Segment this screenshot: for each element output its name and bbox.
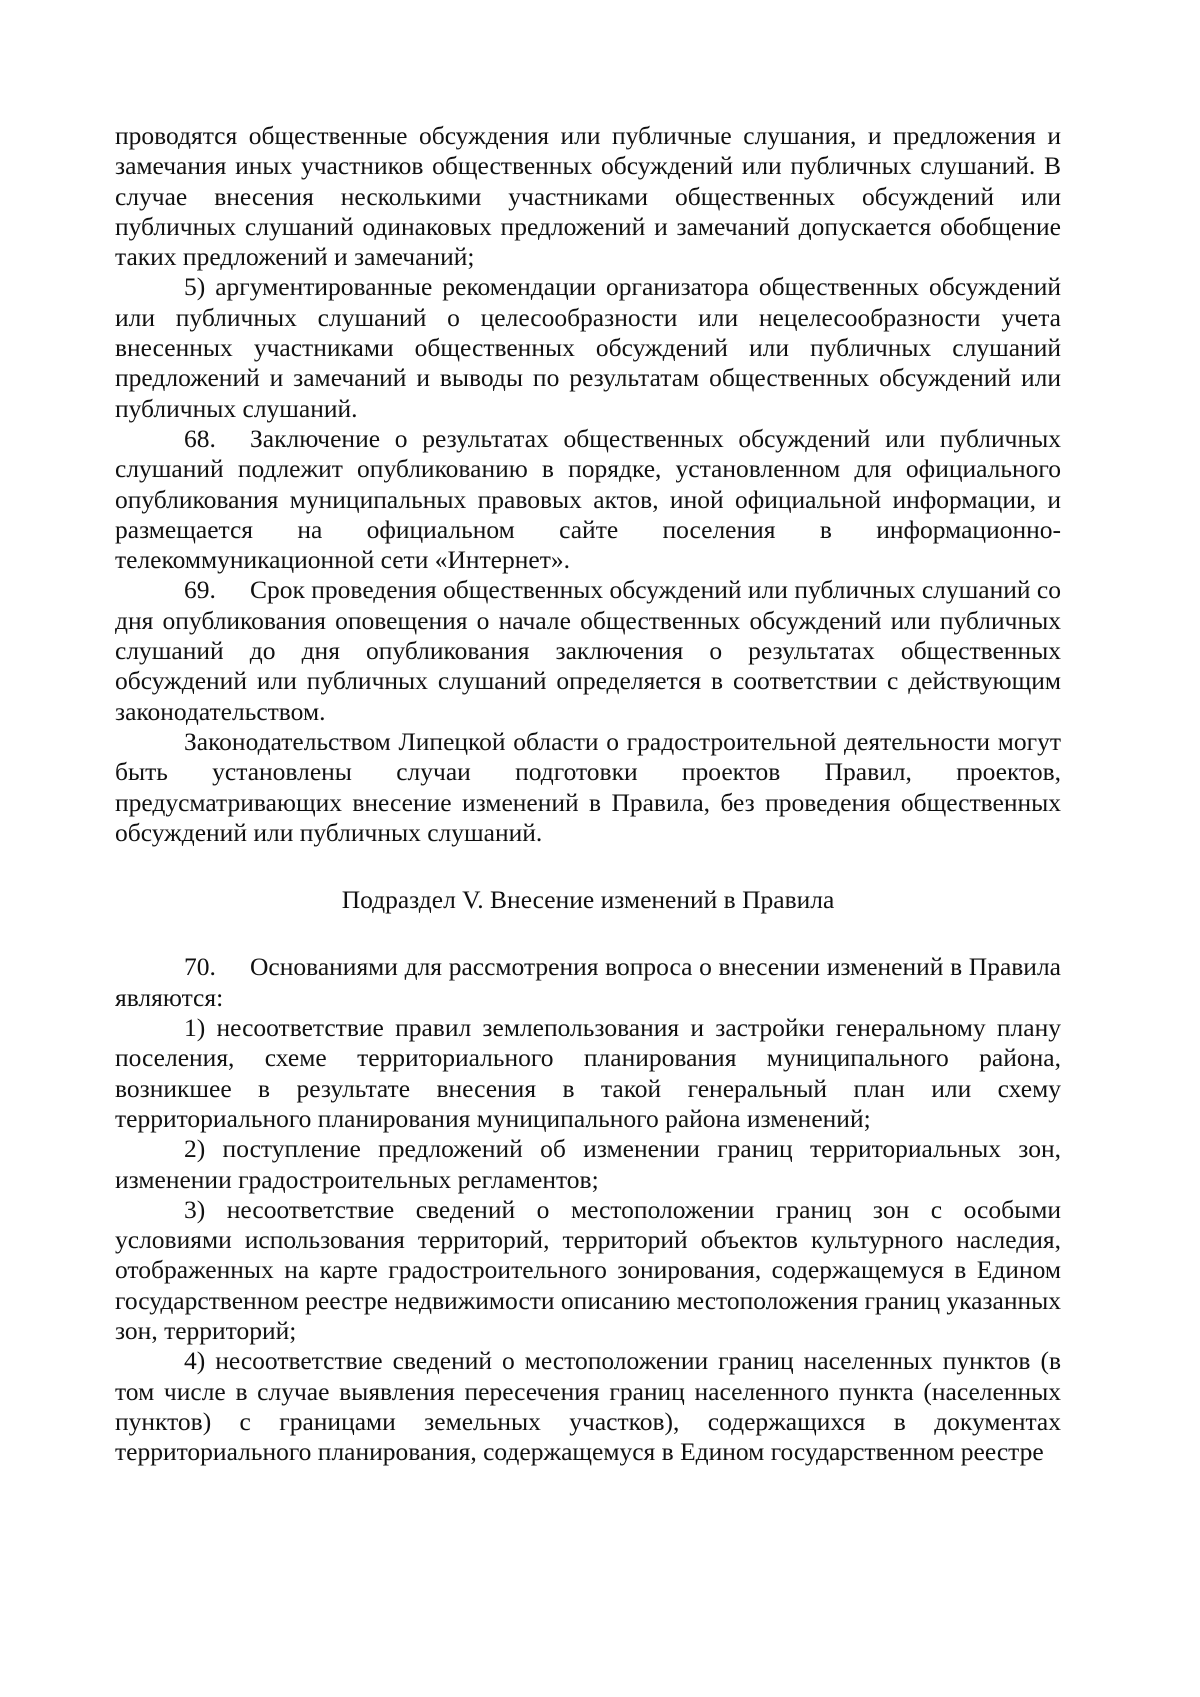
paragraph-68: [115, 424, 1061, 575]
list-item-70-3: 3) несоответствие сведений о местоположении границ зон с особыми условиями использования территорий, территорий объектов культурного наследия, отображенных на карте градостроительного зонирования, содержащемуся в Едином государственном реестре недвижимости описанию местоположения границ указанных зон, территорий;: [115, 1194, 1061, 1345]
list-item-70-4: 4) несоответствие сведений о местоположении границ населенных пунктов (в том числе в случае выявления пересечения границ населенного пункта (населенных пунктов) с границами земельных участков), содержащихся в документах территориального планирования, содержащемуся в Едином государственном реестре: [115, 1346, 1061, 1467]
paragraph-number: 68.: [184, 423, 216, 453]
section-heading: Подраздел V. Внесение изменений в Правила: [341, 885, 835, 915]
list-item-5: 5) аргументированные рекомендации организатора общественных обсуждений или публичных слушаний о целесообразности или нецелесообразности учета внесенных участниками общественных обсуждений или публичных слушаний предложений и замечаний и выводы по результатам общественных обсуждений или публичных слушаний.: [115, 272, 1061, 423]
paragraph-text: Заключение о результатах общественных обсуждений или публичных слушаний подлежит опубликованию в порядке, установленном для официального опубликования муниципальных правовых актов, иной официальной информации, и размещается на официальном сайте поселения в информационно-телекоммуникационной сети «Интернет».: [115, 423, 1061, 575]
paragraph-text: Срок проведения общественных обсуждений или публичных слушаний со дня опубликования оповещения о начале общественных обсуждений или публичных слушаний до дня опубликования заключения о результатах общественных обсуждений или публичных слушаний определяется в соответствии с действующим законодательством.: [115, 575, 1061, 726]
paragraph-continuation: проводятся общественные обсуждения или публичные слушания, и предложения и замечания иных участников общественных обсуждений или публичных слушаний. В случае внесения несколькими участниками общественных обсуждений или публичных слушаний одинаковых предложений и замечаний допускается обобщение таких предложений и замечаний;: [115, 121, 1061, 272]
paragraph-70: [115, 952, 1061, 1013]
list-item-70-2: 2) поступление предложений об изменении границ территориальных зон, изменении градостроительных регламентов;: [115, 1134, 1061, 1194]
paragraph-lipetsk-law: Законодательством Липецкой области о градостроительной деятельности могут быть установлены случаи подготовки проектов Правил, проектов, предусматривающих внесение изменений в Правила, без проведения общественных обсуждений или публичных слушаний.: [115, 726, 1061, 847]
list-item-70-1: 1) несоответствие правил землепользования и застройки генеральному плану поселения, схеме территориального планирования муниципального района, возникшее в результате внесения в такой генеральный план или схему территориального планирования муниципального района изменений;: [115, 1013, 1061, 1133]
paragraph-number: 69.: [184, 575, 216, 605]
paragraph-69: [115, 575, 1061, 726]
document-page: [115, 121, 1061, 1467]
paragraph-text: Основаниями для рассмотрения вопроса о внесении изменений в Правила являются:: [115, 952, 1061, 1012]
paragraph-number: 70.: [184, 952, 216, 982]
